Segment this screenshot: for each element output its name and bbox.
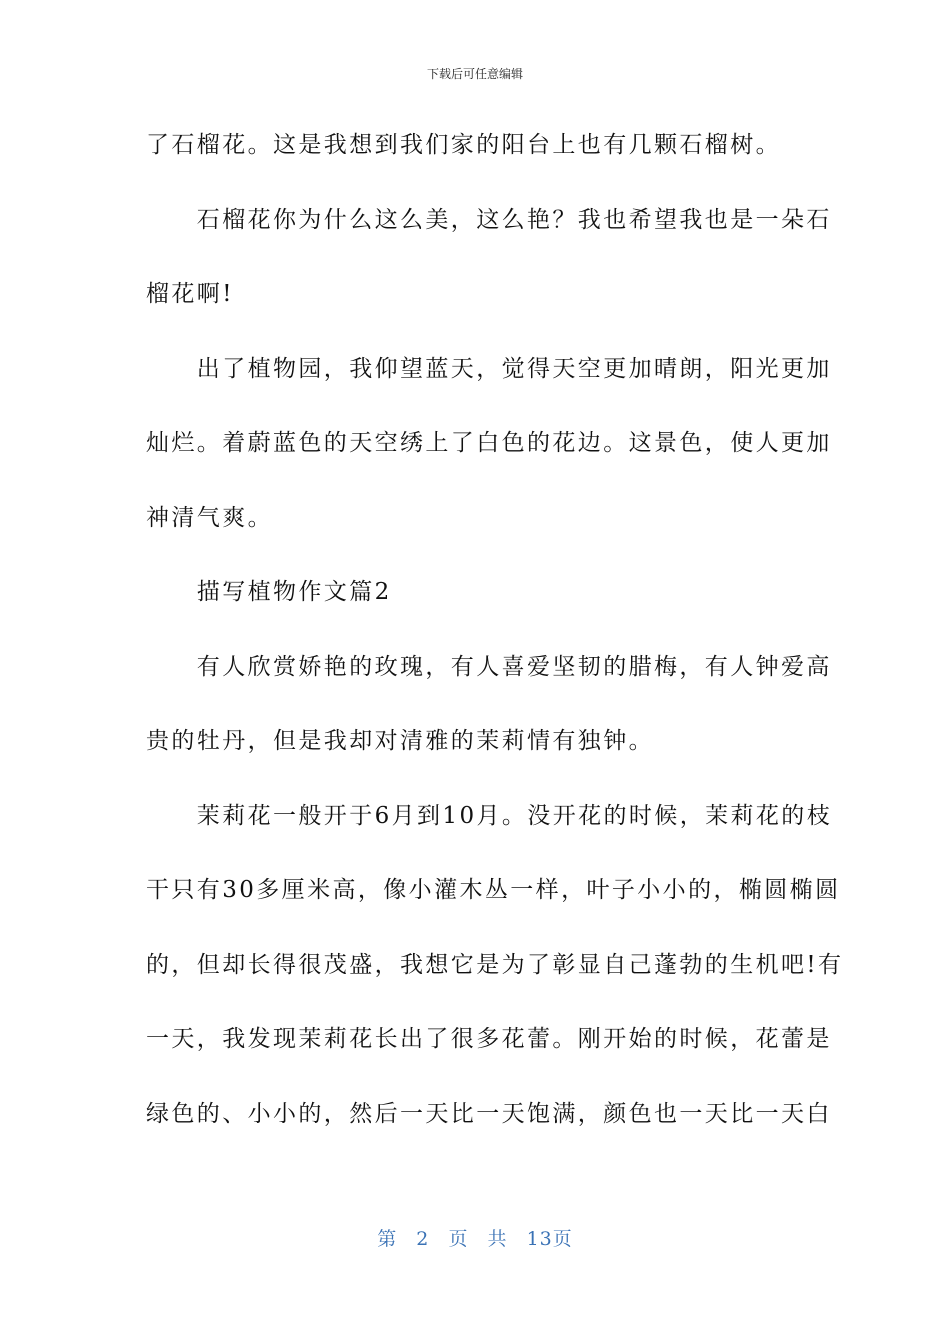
text-line: 绿色的、小小的，然后一天比一天饱满，颜色也一天比一天白 <box>146 1100 832 1127</box>
text-line: 石榴花你为什么这么美，这么艳？我也希望我也是一朵石 <box>146 206 832 233</box>
text-line: 了石榴花。这是我想到我们家的阳台上也有几颗石榴树。 <box>146 132 781 158</box>
text-line: 出了植物园，我仰望蓝天，觉得天空更加晴朗，阳光更加 <box>146 355 832 382</box>
text-line: 榴花啊! <box>146 281 234 307</box>
footer-label-di: 第 <box>377 1228 398 1250</box>
footer-label-ye: 页 <box>448 1228 469 1250</box>
text-line: 灿烂。着蔚蓝色的天空绣上了白色的花边。这景色，使人更加 <box>146 430 832 456</box>
text-line: 干只有30多厘米高，像小灌木丛一样，叶子小小的，椭圆椭圆 <box>146 877 841 903</box>
text-line: 一天，我发现茉莉花长出了很多花蕾。刚开始的时候，花蕾是 <box>146 1026 832 1052</box>
footer-page-total: 13页 <box>526 1228 573 1250</box>
section-heading: 描写植物作文篇2 <box>146 579 392 605</box>
footer-page-current: 2 <box>416 1228 430 1250</box>
text-line: 神清气爽。 <box>146 504 273 531</box>
document-body <box>146 122 844 1165</box>
footer-label-gong: 共 <box>487 1228 508 1250</box>
text-line: 贵的牡丹，但是我却对清雅的茉莉情有独钟。 <box>146 728 654 754</box>
page-footer <box>0 1226 950 1252</box>
page-header: 下载后可任意编辑 <box>426 67 523 81</box>
text-line: 的，但却长得很茂盛，我想它是为了彰显自己蓬勃的生机吧!有 <box>146 951 844 978</box>
text-line: 有人欣赏娇艳的玫瑰，有人喜爱坚韧的腊梅，有人钟爱高 <box>146 653 832 680</box>
text-line: 茉莉花一般开于6月到10月。没开花的时候，茉莉花的枝 <box>146 802 833 829</box>
